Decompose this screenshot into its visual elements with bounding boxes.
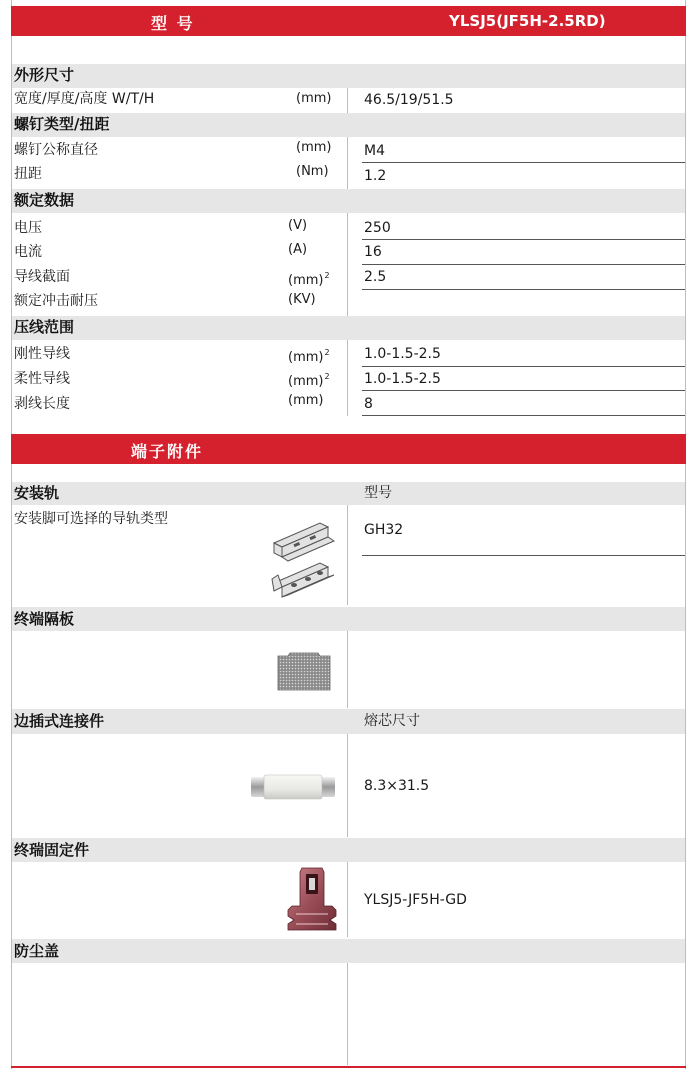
- fuse-icon: [250, 774, 336, 800]
- row-value: 8: [364, 396, 373, 412]
- model-label: 型 号: [151, 14, 195, 33]
- section-title-rated: 额定数据: [14, 191, 75, 209]
- unit-text: (mm): [288, 350, 324, 365]
- rail-model-value: GH32: [364, 522, 404, 538]
- row-label: 刚性导线: [14, 346, 70, 362]
- row-underline: [362, 390, 685, 391]
- row-unit: (Nm): [296, 164, 329, 179]
- row-label: 剥线长度: [14, 396, 70, 412]
- row-unit: (V): [288, 218, 308, 233]
- end-plate-icon: [276, 652, 332, 692]
- row-underline: [362, 289, 685, 290]
- row-underline: [362, 555, 685, 556]
- row-value: 2.5: [364, 269, 387, 285]
- model-header-bar: [11, 6, 686, 36]
- rail-description: 安装脚可选择的导轨类型: [14, 511, 168, 527]
- column-divider: [347, 137, 348, 189]
- end-fixer-model-value: YLSJ5-JF5H-GD: [364, 892, 467, 908]
- section-band-dust-cover: [12, 939, 685, 963]
- end-clamp-icon: [284, 866, 340, 932]
- row-value: 1.0-1.5-2.5: [364, 346, 441, 362]
- side-connector-column-header: 熔芯尺寸: [364, 713, 420, 729]
- row-unit: [288, 367, 330, 392]
- row-label: 电压: [14, 220, 42, 236]
- section-band-dimensions: [12, 64, 685, 88]
- row-label: 柔性导线: [14, 371, 70, 387]
- section-title-rail: 安装轨: [14, 484, 60, 502]
- accessories-title: 端子附件: [131, 442, 204, 461]
- section-title-crimp: 压线范围: [14, 318, 75, 336]
- unit-superscript: 2: [324, 348, 330, 357]
- row-value: 46.5/19/51.5: [364, 92, 454, 108]
- row-unit: [288, 343, 330, 368]
- bottom-accent-line: [11, 1066, 686, 1068]
- row-unit: [288, 266, 330, 291]
- row-label: 导线截面: [14, 269, 70, 285]
- unit-text: (mm): [288, 273, 324, 288]
- table-frame: [11, 0, 686, 1069]
- section-title-screw: 螺钉类型/扭距: [14, 115, 110, 133]
- accessories-header-bar: [11, 434, 686, 464]
- row-underline: [362, 366, 685, 367]
- section-title-dimensions: 外形尺寸: [14, 66, 75, 84]
- unit-superscript: 2: [324, 271, 330, 280]
- model-value: YLSJ5(JF5H-2.5RD): [449, 12, 606, 30]
- section-title-end-fixer: 终瑞固定件: [14, 841, 90, 859]
- row-value: 16: [364, 244, 382, 260]
- row-unit: (KV): [288, 292, 316, 307]
- section-title-end-plate: 终端隔板: [14, 610, 75, 628]
- din-rail-icon: [268, 515, 338, 600]
- rail-column-header: 型号: [364, 485, 392, 501]
- column-divider: [347, 963, 348, 1065]
- row-unit: (A): [288, 242, 308, 257]
- row-label: 额定冲击耐压: [14, 293, 98, 309]
- section-band-screw: [12, 113, 685, 137]
- row-underline: [362, 264, 685, 265]
- row-label: 螺钉公称直径: [14, 142, 98, 158]
- fuse-size-value: 8.3×31.5: [364, 778, 430, 794]
- section-title-dust-cover: 防尘盖: [14, 942, 60, 960]
- section-band-rated: [12, 189, 685, 213]
- unit-text: (mm): [288, 374, 324, 389]
- column-divider: [347, 340, 348, 416]
- section-band-crimp: [12, 316, 685, 340]
- section-band-side-connector: [12, 709, 685, 734]
- section-band-end-plate: [12, 607, 685, 631]
- row-value: M4: [364, 143, 385, 159]
- row-label: 宽度/厚度/高度 W/T/H: [14, 91, 155, 107]
- column-divider: [347, 631, 348, 708]
- row-value: 250: [364, 220, 391, 236]
- column-divider: [347, 88, 348, 113]
- row-unit: (mm): [296, 140, 332, 155]
- column-divider: [347, 505, 348, 605]
- row-unit: (mm): [296, 91, 332, 106]
- section-band-end-fixer: [12, 838, 685, 862]
- unit-superscript: 2: [324, 372, 330, 381]
- row-value: 1.0-1.5-2.5: [364, 371, 441, 387]
- section-title-side-connector: 边插式连接件: [14, 712, 105, 730]
- row-unit: (mm): [288, 393, 324, 408]
- column-divider: [347, 213, 348, 316]
- row-value: 1.2: [364, 168, 387, 184]
- row-label: 电流: [14, 244, 42, 260]
- column-divider: [347, 734, 348, 837]
- column-divider: [347, 862, 348, 937]
- row-underline: [362, 162, 685, 163]
- row-underline: [362, 239, 685, 240]
- row-underline: [362, 415, 685, 416]
- row-label: 扭距: [14, 166, 42, 182]
- section-band-rail: [12, 482, 685, 505]
